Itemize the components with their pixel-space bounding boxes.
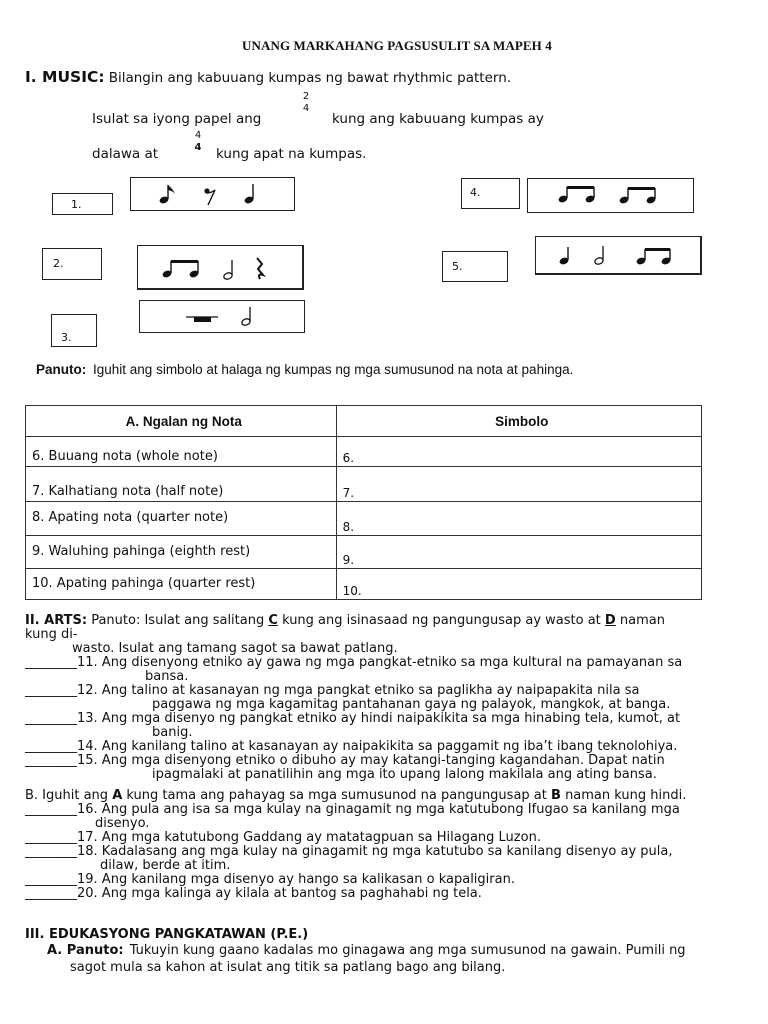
answer-box-3[interactable] [51, 314, 97, 347]
arts-item-11: ________11. Ang disenyong etniko ay gawa ng mga pangkat-etniko sa mga kultural na pamayanan sa [25, 655, 683, 670]
symbol-answer-cell[interactable]: 8. [336, 502, 701, 536]
beamed-eighth-notes-icon [558, 186, 596, 204]
rhythm-pattern-1 [131, 178, 294, 210]
letter-b: B [551, 788, 561, 803]
arts-b-instruction [25, 789, 686, 803]
table-row [26, 536, 702, 569]
eighth-note-icon [159, 185, 175, 205]
symbol-answer-cell[interactable]: 10. [336, 569, 701, 600]
arts-item-11-cont: bansa. [145, 669, 189, 684]
note-name-cell: 8. Apating nota (quarter note) [26, 502, 337, 536]
table-row [26, 569, 702, 600]
music-heading-line [25, 68, 511, 86]
arts-item-18-cont: dilaw, berde at itim. [100, 858, 231, 873]
note-name-cell: 6. Buuang nota (whole note) [26, 437, 337, 467]
note-name-cell: 7. Kalhatiang nota (half note) [26, 467, 337, 502]
quarter-rest-icon [257, 258, 263, 279]
letter-c: C [268, 613, 278, 628]
arts-item-19: ________19. Ang kanilang mga disenyo ay hango sa kalikasan o kapaligiran. [25, 872, 515, 887]
arts-item-20: ________20. Ang mga kalinga ay kilala at bantog sa paghahabi ng tela. [25, 886, 482, 901]
arts-intro-line1 [25, 614, 665, 628]
whole-rest-icon [186, 317, 218, 322]
item-number: 5. [452, 260, 463, 273]
item-number: 1. [71, 198, 82, 211]
symbol-answer-cell[interactable]: 6. [336, 437, 701, 467]
arts-item-12-cont: paggawa ng mga kagamitag pantahanan gaya ng palayok, mangkok, at banga. [152, 697, 671, 712]
beamed-eighth-notes-icon [636, 248, 672, 266]
table-row [26, 467, 702, 502]
half-note-icon [223, 260, 233, 280]
arts-item-16-cont: disenyo. [95, 816, 150, 831]
b-pre: B. Iguhit ang [25, 788, 109, 803]
letter-d: D [604, 613, 616, 628]
item-number: 2. [53, 257, 64, 270]
rhythm-pattern-3 [140, 301, 304, 332]
b-mid: kung tama ang pahayag sa mga sumusunod na pangungusap at [126, 788, 547, 803]
arts-intro-a: Panuto: Isulat ang salitang [91, 613, 265, 628]
music-line3-post: kung apat na kumpas. [216, 146, 367, 162]
pe-a-text1: Tukuyin kung gaano kadalas mo ginagawa ang mga sumusunod na gawain. Pumili ng [129, 943, 686, 958]
arts-heading: II. ARTS: [25, 613, 88, 628]
arts-item-15: ________15. Ang mga disenyong etniko o dibuho ay may katangi-tanging kagandahan. Dapat natin [25, 753, 665, 768]
arts-intro-line3: wasto. Isulat ang tamang sagot sa bawat patlang. [72, 641, 398, 656]
arts-item-13-cont: banig. [152, 725, 193, 740]
music-line2-pre: Isulat sa iyong papel ang [92, 111, 262, 127]
panuto-text: Iguhit ang simbolo at halaga ng kumpas ng mga sumusunod na nota at pahinga. [93, 362, 574, 377]
b-post: naman kung hindi. [565, 788, 687, 803]
rhythm-box-5 [535, 236, 702, 275]
fraction-four-four [192, 130, 204, 154]
music-line2-post: kung ang kabuuang kumpas ay [332, 111, 544, 127]
arts-item-12: ________12. Ang talino at kasanayan ng mga pangkat etniko sa paglikha ay naipapakita nila sa [25, 683, 640, 698]
table-row [26, 437, 702, 467]
rhythm-box-1 [130, 177, 295, 211]
pe-a-label: A. Panuto: [47, 943, 124, 958]
quarter-note-icon [244, 184, 255, 205]
table-row [26, 502, 702, 536]
fraction-bottom: 4 [194, 142, 202, 153]
item-number: 3. [61, 331, 72, 344]
arts-item-16: ________16. Ang pula ang isa sa mga kulay na ginagamit ng mga katutubong Ifugao sa kanilang mga [25, 802, 680, 817]
arts-item-15-cont: ipagmalaki at panatilihin ang mga ito upang lalong makilala ang ating bansa. [152, 767, 657, 782]
pe-a-line2: sagot mula sa kahon at isulat ang titik sa patlang bago ang bilang. [70, 960, 506, 975]
rhythm-box-4 [527, 178, 694, 213]
item-number: 4. [470, 186, 481, 199]
arts-item-17: ________17. Ang mga katutubong Gaddang ay matatagpuan sa Hilagang Luzon. [25, 830, 541, 845]
fraction-top: 4 [194, 130, 202, 141]
pe-heading: III. EDUKASYONG PANGKATAWAN (P.E.) [25, 927, 309, 942]
beamed-eighth-notes-icon [162, 260, 200, 279]
eighth-rest-icon [204, 188, 215, 205]
answer-box-5[interactable] [442, 251, 508, 282]
answer-box-1[interactable] [52, 193, 113, 215]
music-instruction: Bilangin ang kabuuang kumpas ng bawat rhythmic pattern. [108, 70, 512, 86]
quarter-note-icon [559, 247, 570, 266]
rhythm-pattern-4 [528, 179, 693, 212]
rhythm-pattern-2 [138, 246, 302, 288]
half-note-icon [241, 307, 251, 326]
panuto-line [36, 362, 573, 377]
rhythm-box-2 [137, 245, 304, 290]
note-name-cell: 9. Waluhing pahinga (eighth rest) [26, 536, 337, 569]
column-header-symbol: Simbolo [336, 406, 701, 437]
fraction-two-four [300, 91, 312, 115]
answer-box-2[interactable] [42, 248, 102, 280]
arts-item-14: ________14. Ang kanilang talino at kasanayan ay naipakikita sa paggamit ng iba’t ibang teknolohiya. [25, 739, 678, 754]
arts-intro-c: naman [619, 613, 665, 628]
symbol-answer-cell[interactable]: 9. [336, 536, 701, 569]
panuto-label: Panuto: [36, 362, 87, 377]
rhythm-pattern-5 [536, 237, 700, 273]
arts-item-13: ________13. Ang mga disenyo ng pangkat etniko ay hindi naipakikita sa mga hinabing tela, kumot, at [25, 711, 681, 726]
exam-title: UNANG MARKAHANG PAGSUSULIT SA MAPEH 4 [242, 38, 552, 53]
note-name-cell: 10. Apating pahinga (quarter rest) [26, 569, 337, 600]
letter-a: A [112, 788, 123, 803]
fraction-top: 2 [302, 91, 310, 102]
symbol-answer-cell[interactable]: 7. [336, 467, 701, 502]
half-note-icon [594, 246, 604, 265]
music-line3-pre: dalawa at [92, 146, 159, 162]
arts-intro-b: kung ang isinasaad ng pangungusap ay wasto at [282, 613, 601, 628]
column-header-name: A. Ngalan ng Nota [26, 406, 337, 437]
rhythm-box-3 [139, 300, 305, 333]
music-heading: I. MUSIC: [25, 68, 105, 86]
table-header-row [26, 406, 702, 437]
notes-table [25, 405, 702, 600]
fraction-bottom: 4 [302, 103, 310, 114]
pe-a-line1 [47, 943, 686, 958]
answer-box-4[interactable] [461, 178, 520, 209]
arts-item-18: ________18. Kadalasang ang mga kulay na ginagamit ng mga katutubo sa kanilang disenyo ay pula, [25, 844, 673, 859]
beamed-eighth-notes-icon [619, 187, 657, 205]
arts-intro-line2: kung di- [25, 627, 78, 642]
